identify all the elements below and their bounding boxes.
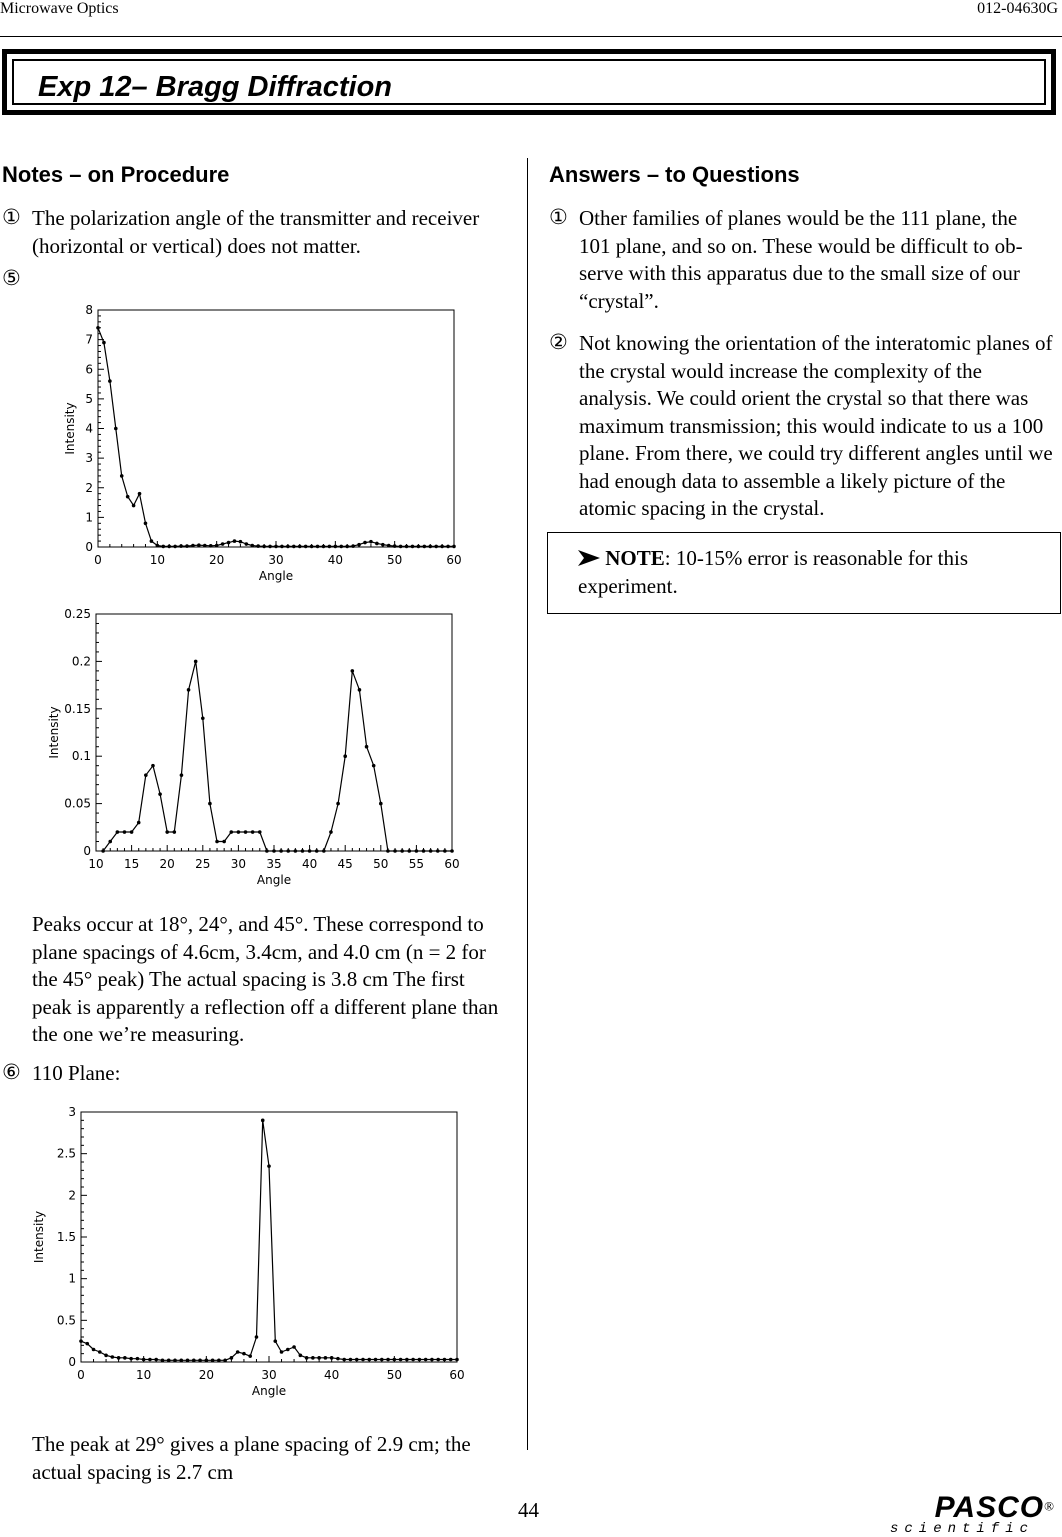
y-tick-label: 0.2 (71, 654, 91, 669)
data-point (265, 849, 269, 853)
data-point (417, 545, 421, 549)
y-axis-label: Intensity (63, 402, 77, 455)
data-point (336, 1357, 340, 1361)
header-right: 012-04630G (977, 0, 1058, 17)
chart-intensity-vs-angle-1 (40, 296, 480, 596)
data-point (262, 545, 266, 549)
header-rule (0, 36, 1062, 37)
y-tick-label: 1.5 (56, 1230, 76, 1244)
title-box (2, 49, 1056, 115)
data-point (351, 669, 355, 673)
x-tick-label: 15 (123, 857, 140, 871)
data-point (393, 849, 397, 853)
data-point (386, 849, 390, 853)
data-point (369, 540, 373, 544)
data-point (429, 849, 433, 853)
data-point (443, 1358, 447, 1362)
data-point (386, 1358, 390, 1362)
data-point (411, 545, 415, 549)
x-tick-label: 55 (408, 857, 425, 871)
data-point (239, 540, 243, 544)
y-tick-label: 6 (85, 362, 93, 377)
data-point (123, 1356, 127, 1360)
x-tick-label: 10 (136, 1368, 152, 1382)
data-point (180, 773, 184, 777)
data-point (367, 1358, 371, 1362)
data-point (405, 545, 409, 549)
data-point (244, 830, 248, 834)
data-point (452, 545, 456, 549)
answers-heading: Answers – to Questions (549, 162, 800, 187)
data-point (393, 544, 397, 548)
x-tick-label: 60 (449, 1368, 465, 1382)
data-point (286, 1348, 290, 1352)
y-tick-label: 7 (85, 332, 93, 347)
data-point (273, 1339, 277, 1343)
y-tick-label: 3 (85, 451, 93, 466)
chart-intensity-vs-angle-2 (30, 600, 480, 900)
data-point (209, 544, 213, 548)
note-text: : 10-15% error is reasonable for this experiment. (578, 546, 969, 598)
data-point (79, 1339, 83, 1343)
data-point (329, 830, 333, 834)
data-point (279, 849, 283, 853)
data-point (387, 544, 391, 548)
answer-1-text: Other families of planes would be the 111 plane, the 101 plane, and so on. These would be difficult to ob-serve with this apparatus due to the small size of our “crystal”. (579, 206, 1023, 313)
data-point (357, 543, 361, 547)
data-point (136, 1357, 140, 1361)
x-tick-label: 30 (261, 1368, 277, 1382)
data-point (315, 849, 319, 853)
pasco-logo (889, 1491, 1054, 1537)
data-point (268, 545, 272, 549)
data-point (242, 1352, 246, 1356)
data-point (380, 1358, 384, 1362)
y-tick-label: 0 (83, 844, 91, 858)
data-point (298, 545, 302, 549)
data-point (430, 1358, 434, 1362)
item-number: ① (549, 205, 568, 229)
y-tick-label: 0.5 (56, 1313, 76, 1328)
data-point (349, 1358, 353, 1362)
final-paragraph: The peak at 29° gives a plane spacing of 2.9 cm; the actual spacing is 2.7 cm (32, 1432, 471, 1484)
item-number: ⑥ (2, 1060, 21, 1084)
x-tick-label: 60 (446, 553, 462, 567)
data-point (138, 492, 142, 496)
data-point (304, 545, 308, 549)
data-point (361, 1358, 365, 1362)
y-tick-label: 2.5 (56, 1146, 76, 1161)
data-point (154, 1358, 158, 1362)
data-point (418, 1358, 422, 1362)
plot-frame (81, 1112, 457, 1362)
data-point (342, 1358, 346, 1362)
data-point (393, 1358, 397, 1362)
y-tick-label: 4 (85, 421, 93, 436)
data-point (372, 764, 376, 768)
header-left: Microwave Optics (0, 0, 119, 17)
data-point (161, 545, 165, 549)
x-tick-label: 20 (198, 1368, 214, 1382)
x-tick-label: 40 (301, 857, 318, 871)
data-point (211, 1359, 215, 1363)
data-point (381, 543, 385, 547)
x-tick-label: 60 (444, 857, 460, 871)
data-point (251, 830, 255, 834)
data-point (215, 544, 219, 548)
data-point (108, 379, 112, 383)
data-point (280, 545, 284, 549)
y-tick-label: 0.05 (64, 796, 91, 811)
data-point (423, 545, 427, 549)
data-point (446, 545, 450, 549)
data-point (330, 1356, 334, 1360)
data-point (255, 1335, 259, 1339)
data-point (301, 849, 305, 853)
plot-frame (96, 614, 452, 851)
note-label: NOTE (605, 546, 665, 570)
data-point (400, 849, 404, 853)
data-point (256, 544, 260, 548)
data-point (286, 849, 290, 853)
data-point (208, 802, 212, 806)
data-point (322, 849, 326, 853)
data-point (317, 1356, 321, 1360)
data-point (144, 522, 148, 526)
item-number: ① (2, 205, 21, 229)
item-number: ⑤ (2, 266, 21, 290)
data-point (292, 545, 296, 549)
data-point (173, 1359, 177, 1363)
data-point (399, 545, 403, 549)
data-point (215, 840, 219, 844)
data-point (280, 1350, 284, 1354)
data-point (351, 544, 355, 548)
x-tick-label: 20 (159, 857, 175, 871)
data-point (114, 427, 118, 431)
logo-text: PASCO (934, 1491, 1045, 1524)
y-axis-label: Intensity (47, 706, 61, 759)
data-point (261, 1119, 265, 1123)
data-point (272, 849, 276, 853)
y-tick-label: 0.1 (71, 749, 91, 764)
data-point (310, 545, 314, 549)
series-line (103, 661, 452, 851)
x-tick-label: 25 (195, 857, 211, 871)
x-tick-label: 30 (230, 857, 247, 871)
data-point (436, 1358, 440, 1362)
data-point (85, 1342, 89, 1346)
data-point (399, 1358, 403, 1362)
data-point (374, 1358, 378, 1362)
y-tick-label: 3 (68, 1105, 76, 1119)
y-tick-label: 0.25 (64, 607, 91, 621)
data-point (142, 1358, 146, 1362)
logo-subtext: scientific (889, 1521, 1034, 1537)
data-point (130, 830, 134, 834)
data-point (334, 545, 338, 549)
data-point (375, 542, 379, 546)
data-point (198, 1359, 202, 1363)
data-point (187, 688, 191, 692)
data-point (294, 849, 298, 853)
data-point (455, 1358, 459, 1362)
y-axis-label: Intensity (32, 1210, 46, 1264)
data-point (108, 840, 112, 844)
data-point (150, 539, 154, 543)
x-tick-label: 10 (88, 857, 104, 871)
data-point (233, 539, 237, 543)
x-tick-label: 35 (266, 857, 282, 871)
data-point (132, 504, 136, 508)
data-point (111, 1355, 115, 1359)
data-point (123, 830, 127, 834)
data-point (120, 474, 124, 478)
column-divider (527, 158, 528, 1450)
data-point (339, 545, 343, 549)
data-point (422, 849, 426, 853)
data-point (443, 849, 447, 853)
arrow-icon (578, 550, 600, 566)
data-point (336, 802, 340, 806)
data-point (305, 1356, 309, 1360)
data-point (355, 1358, 359, 1362)
data-point (236, 1350, 240, 1354)
data-point (358, 688, 362, 692)
data-point (221, 542, 225, 546)
data-point (179, 544, 183, 548)
data-point (197, 543, 201, 547)
data-point (205, 1359, 209, 1363)
data-point (308, 849, 312, 853)
x-tick-label: 50 (373, 857, 389, 871)
data-point (245, 542, 249, 546)
y-tick-label: 5 (85, 391, 93, 406)
data-point (223, 1359, 227, 1363)
x-tick-label: 0 (94, 553, 102, 567)
data-point (191, 544, 195, 548)
data-point (96, 326, 100, 330)
data-point (156, 544, 160, 548)
page-number: 44 (518, 1498, 539, 1522)
data-point (343, 754, 347, 758)
data-point (436, 849, 440, 853)
data-point (201, 716, 205, 720)
series-line (81, 1120, 457, 1360)
data-point (286, 545, 290, 549)
data-point (299, 1354, 303, 1358)
data-point (222, 840, 226, 844)
data-point (192, 1359, 196, 1363)
x-tick-label: 40 (327, 553, 343, 567)
data-point (322, 545, 326, 549)
data-point (194, 660, 198, 664)
data-point (411, 1358, 415, 1362)
data-point (161, 1359, 165, 1363)
x-axis-label: Angle (256, 873, 292, 887)
data-point (428, 545, 432, 549)
peaks-paragraph: Peaks occur at 18°, 24°, and 45°. These correspond to plane spacings of 4.6cm, 3.4cm, and 4.0 cm (n = 2 for the 45° peak) The actual spacing is 3.8 cm The first peak is apparently a reflection off a different plane than the one we’re measuring. (32, 912, 499, 1046)
note-1-text: The polarization angle of the transmitter and receiver (horizontal or vertical) does not matter. (32, 206, 480, 258)
x-axis-label: Angle (251, 1384, 287, 1398)
y-tick-label: 1 (85, 510, 93, 525)
data-point (440, 545, 444, 549)
series-line (98, 328, 454, 547)
plot-frame (98, 310, 454, 547)
data-point (129, 1357, 133, 1361)
chart-intensity-vs-angle-110-plane (25, 1098, 475, 1398)
data-point (292, 1345, 296, 1349)
data-point (324, 1356, 328, 1360)
data-point (363, 541, 367, 545)
data-point (415, 849, 419, 853)
x-tick-label: 30 (268, 553, 284, 567)
data-point (365, 745, 369, 749)
x-tick-label: 10 (149, 553, 165, 567)
data-point (117, 1356, 121, 1360)
data-point (328, 545, 332, 549)
data-point (101, 849, 105, 853)
x-axis-label: Angle (258, 569, 294, 583)
data-point (203, 544, 207, 548)
item-number: ② (549, 330, 568, 354)
data-point (379, 802, 383, 806)
note-box (547, 532, 1061, 614)
data-point (405, 1358, 409, 1362)
data-point (92, 1348, 96, 1352)
data-point (248, 1354, 252, 1358)
page-title: Exp 12– Bragg Diffraction (38, 71, 393, 103)
x-tick-label: 50 (386, 1368, 402, 1382)
y-tick-label: 2 (85, 480, 93, 495)
y-tick-label: 0 (68, 1355, 76, 1369)
x-tick-label: 0 (77, 1368, 85, 1382)
x-tick-label: 20 (209, 553, 225, 567)
data-point (237, 830, 241, 834)
data-point (173, 830, 177, 834)
y-tick-label: 2 (68, 1188, 76, 1203)
notes-heading: Notes – on Procedure (2, 162, 230, 187)
data-point (167, 1359, 171, 1363)
plane-label: 110 Plane: (32, 1061, 121, 1085)
y-tick-label: 8 (85, 303, 93, 317)
data-point (144, 773, 148, 777)
data-point (158, 792, 162, 796)
x-tick-label: 50 (387, 553, 403, 567)
data-point (104, 1354, 108, 1358)
data-point (316, 545, 320, 549)
data-point (250, 544, 254, 548)
data-point (179, 1359, 183, 1363)
y-tick-label: 0.15 (64, 701, 91, 716)
data-point (137, 821, 141, 825)
x-tick-label: 45 (337, 857, 353, 871)
data-point (167, 545, 171, 549)
data-point (267, 1164, 271, 1168)
data-point (450, 849, 454, 853)
y-tick-label: 0 (85, 540, 93, 554)
data-point (229, 830, 233, 834)
data-point (230, 1356, 234, 1360)
data-point (434, 545, 438, 549)
data-point (102, 341, 106, 345)
data-point (227, 541, 231, 545)
data-point (148, 1358, 152, 1362)
data-point (151, 764, 155, 768)
data-point (186, 1359, 190, 1363)
registered-mark: ® (1044, 1498, 1054, 1514)
data-point (258, 830, 262, 834)
data-point (449, 1358, 453, 1362)
data-point (407, 849, 411, 853)
answer-2-text: Not knowing the orientation of the interatomic planes of the crystal would increase the complexity of the analysis. We could orient the crystal so that there was maximum transmission; this would indicate to us a 100 plane. From there, we could try different angles until we had enough data to assemble a likely picture of the atomic spacing in the crystal. (579, 331, 1053, 520)
data-point (217, 1359, 221, 1363)
x-tick-label: 40 (324, 1368, 340, 1382)
data-point (165, 830, 169, 834)
data-point (185, 544, 189, 548)
data-point (173, 545, 177, 549)
data-point (274, 545, 278, 549)
data-point (424, 1358, 428, 1362)
data-point (345, 545, 349, 549)
y-tick-label: 1 (68, 1271, 76, 1286)
data-point (126, 495, 130, 499)
data-point (116, 830, 120, 834)
data-point (98, 1350, 102, 1354)
data-point (311, 1356, 315, 1360)
